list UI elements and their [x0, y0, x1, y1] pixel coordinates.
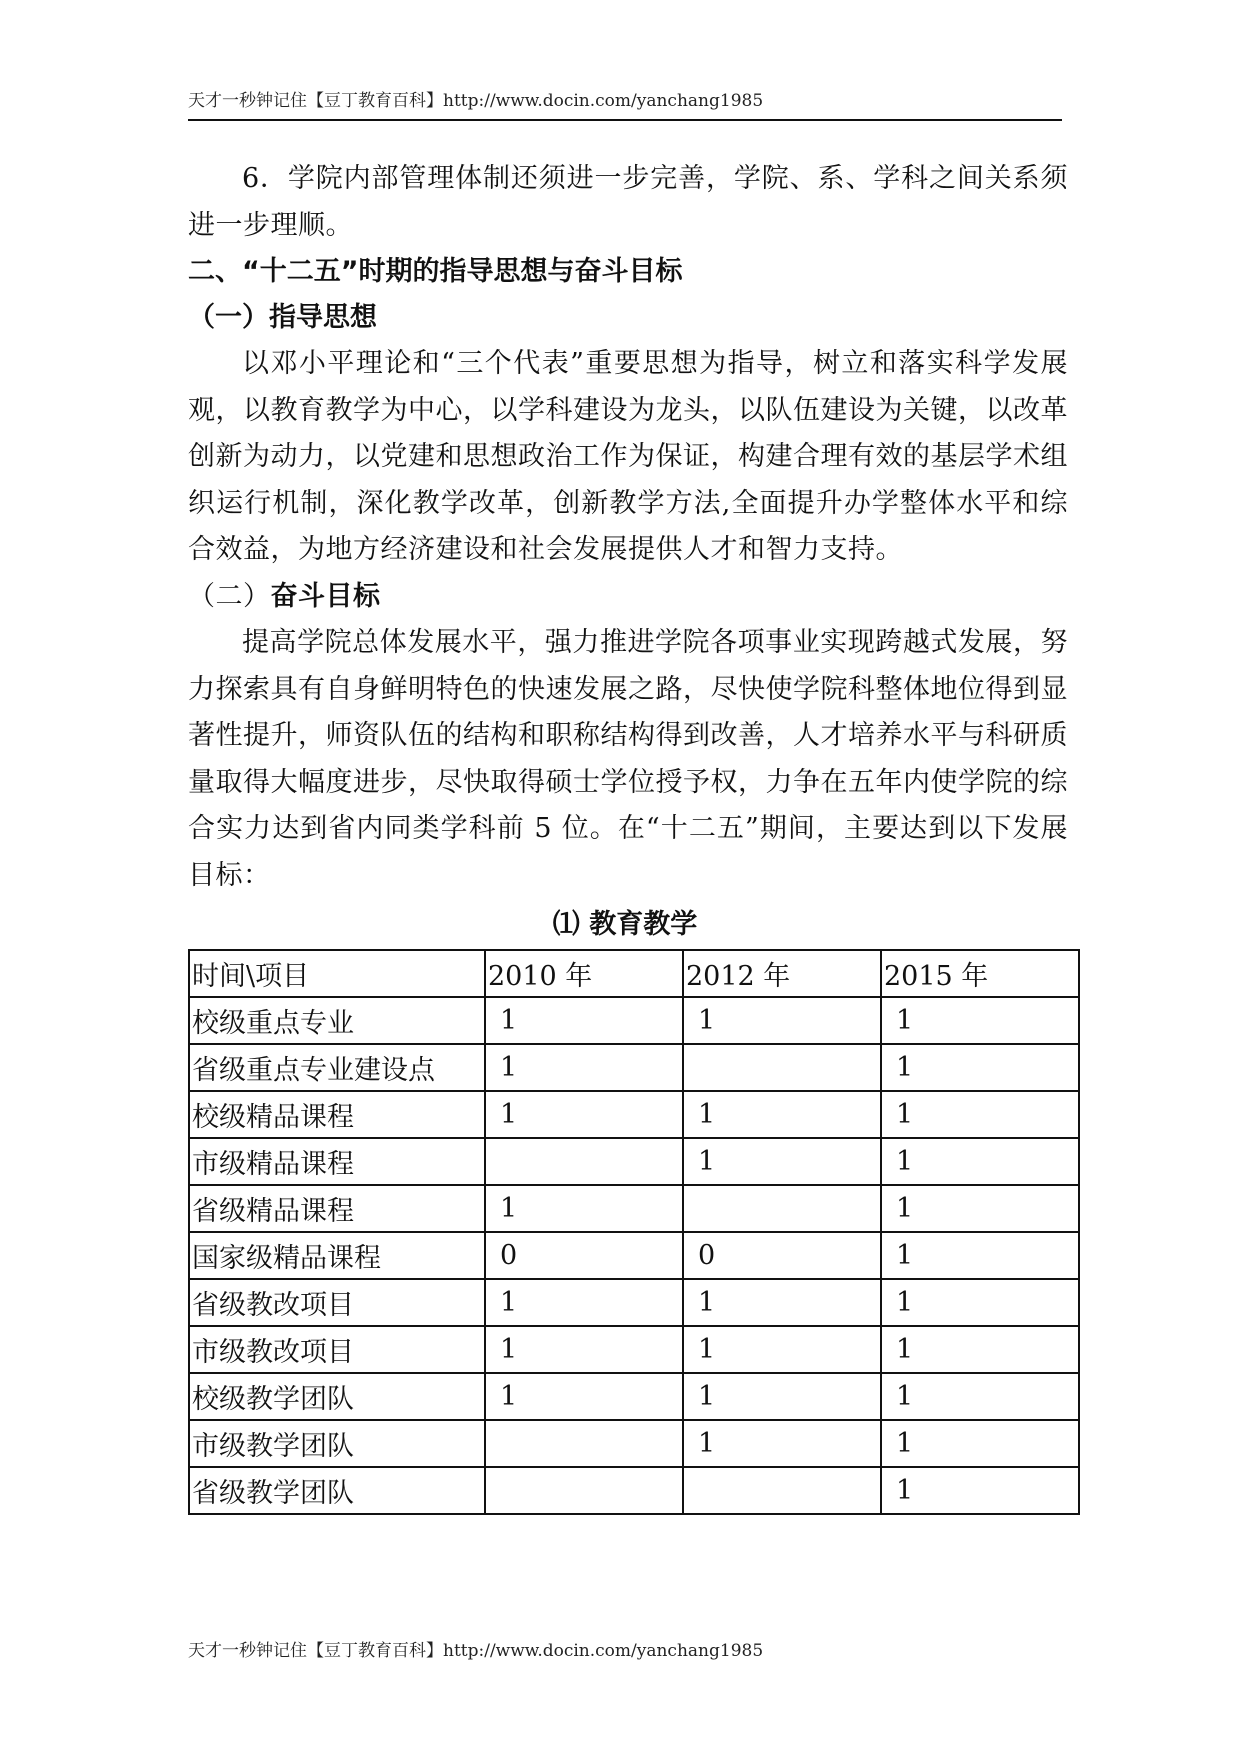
- row-label-cell: 省级精品课程: [189, 1185, 485, 1232]
- table-row: [189, 1232, 1079, 1279]
- value-cell: 1: [683, 1326, 881, 1373]
- value-cell: [683, 1467, 881, 1514]
- value-cell: [485, 1420, 683, 1467]
- value-cell: 1: [683, 1279, 881, 1326]
- value-cell: 1: [881, 997, 1079, 1044]
- row-label-cell: 校级重点专业: [189, 997, 485, 1044]
- paragraph-goals: 提高学院总体发展水平，强力推进学院各项事业实现跨越式发展，努力探索具有自身鲜明特色的快速发展之路，尽快使学院科整体地位得到显著性提升，师资队伍的结构和职称结构得到改善，人才培养水平与科研质量取得大幅度进步，尽快取得硕士学位授予权，力争在五年内使学院的综合实力达到省内同类学科前 5 位。在“十二五”期间，主要达到以下发展目标：: [188, 627, 1068, 891]
- value-cell: 1: [485, 1091, 683, 1138]
- row-label-cell: 国家级精品课程: [189, 1232, 485, 1279]
- row-label-cell: 校级精品课程: [189, 1091, 485, 1138]
- row-label-cell: 市级教改项目: [189, 1326, 485, 1373]
- table-row: [189, 1279, 1079, 1326]
- value-cell: [485, 1138, 683, 1185]
- value-cell: [683, 1044, 881, 1091]
- value-cell: 1: [881, 1373, 1079, 1420]
- header-cell: 2010 年: [485, 950, 683, 997]
- paragraph-item-6: 6．学院内部管理体制还须进一步完善，学院、系、学科之间关系须进一步理顺。: [188, 163, 1068, 241]
- value-cell: 1: [881, 1467, 1079, 1514]
- page-header: 天才一秒钟记住【豆丁教育百科】http://www.docin.com/yanchang1985: [188, 86, 1062, 121]
- row-label-cell: 省级教改项目: [189, 1279, 485, 1326]
- value-cell: [485, 1467, 683, 1514]
- table-row: [189, 1185, 1079, 1232]
- table-row: [189, 1138, 1079, 1185]
- document-body: [188, 156, 1068, 1515]
- table-row: [189, 1420, 1079, 1467]
- table-row: [189, 1044, 1079, 1091]
- page-footer: 天才一秒钟记住【豆丁教育百科】http://www.docin.com/yanchang1985: [188, 1641, 764, 1661]
- paragraph-guiding-thought: 以邓小平理论和“三个代表”重要思想为指导，树立和落实科学发展观，以教育教学为中心，以学科建设为龙头，以队伍建设为关键，以改革创新为动力，以党建和思想政治工作为保证，构建合理有效的基层学术组织运行机制，深化教学改革，创新教学方法,全面提升办学整体水平和综合效益，为地方经济建设和社会发展提供人才和智力支持。: [188, 348, 1068, 565]
- value-cell: 1: [881, 1326, 1079, 1373]
- value-cell: 1: [485, 1044, 683, 1091]
- value-cell: 1: [485, 997, 683, 1044]
- value-cell: 1: [881, 1279, 1079, 1326]
- value-cell: [683, 1185, 881, 1232]
- table-header-row: [189, 950, 1079, 997]
- value-cell: 1: [683, 1091, 881, 1138]
- value-cell: 1: [881, 1044, 1079, 1091]
- header-cell: 时间\项目: [189, 950, 485, 997]
- value-cell: 1: [683, 997, 881, 1044]
- value-cell: 1: [683, 1138, 881, 1185]
- table-row: [189, 1091, 1079, 1138]
- table-row: [189, 997, 1079, 1044]
- subsection-heading-guiding: （一）指导思想: [188, 302, 377, 333]
- subsection-prefix: （二）: [188, 580, 271, 612]
- header-cell: 2012 年: [683, 950, 881, 997]
- row-label-cell: 校级教学团队: [189, 1373, 485, 1420]
- header-cell: 2015 年: [881, 950, 1079, 997]
- value-cell: 1: [881, 1091, 1079, 1138]
- subsection-heading-goals: [188, 574, 1068, 621]
- value-cell: 1: [881, 1232, 1079, 1279]
- row-label-cell: 省级教学团队: [189, 1467, 485, 1514]
- table-row: [189, 1373, 1079, 1420]
- table-row: [189, 1326, 1079, 1373]
- value-cell: 1: [485, 1279, 683, 1326]
- value-cell: 0: [683, 1232, 881, 1279]
- row-label-cell: 省级重点专业建设点: [189, 1044, 485, 1091]
- value-cell: 1: [683, 1373, 881, 1420]
- subsection-title: 奋斗目标: [270, 580, 381, 612]
- row-label-cell: 市级精品课程: [189, 1138, 485, 1185]
- section-heading: 二、“十二五”时期的指导思想与奋斗目标: [188, 256, 683, 287]
- value-cell: 1: [683, 1420, 881, 1467]
- table-row: [189, 1467, 1079, 1514]
- value-cell: 1: [881, 1420, 1079, 1467]
- row-label-cell: 市级教学团队: [189, 1420, 485, 1467]
- value-cell: 1: [485, 1185, 683, 1232]
- value-cell: 1: [485, 1373, 683, 1420]
- value-cell: 1: [881, 1185, 1079, 1232]
- value-cell: 0: [485, 1232, 683, 1279]
- value-cell: 1: [485, 1326, 683, 1373]
- goals-table: [188, 949, 1080, 1515]
- table-title: ⑴ 教育教学: [552, 909, 698, 940]
- value-cell: 1: [881, 1138, 1079, 1185]
